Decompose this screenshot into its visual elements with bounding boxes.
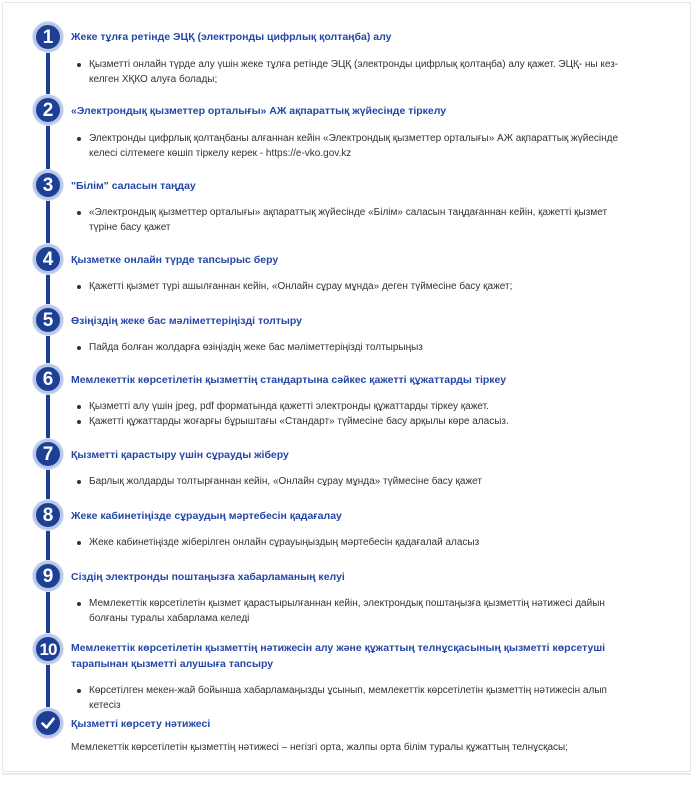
step-2-title: «Электрондық қызметтер орталығы» АЖ ақпараттық жүйесінде тіркелу (71, 105, 447, 117)
step-3-bullet-1: «Электрондық қызметтер орталығы» ақпараттық жүйесінде «Білім» саласын таңдағаннан кейін, қажетті қызмет түріне басу қажет (76, 206, 636, 235)
bottom-divider (2, 773, 691, 775)
step-5-title: Өзіңіздің жеке бас мәліметтеріңізді толтыру (71, 315, 303, 327)
step-6-bullets (76, 400, 636, 429)
step-6-bullet-2: Қажетті құжаттарды жоғарғы бұрыштағы «Стандарт» түймесіне басу арқылы көре аласыз. (76, 415, 636, 430)
step-4-number-badge: 4 (33, 244, 63, 274)
step-7-bullet-1: Барлық жолдарды толтырғаннан кейін, «Онлайн сұрау мұнда» түймесіне басу қажет (76, 475, 636, 490)
step-1-title: Жеке тұлға ретінде ЭЦҚ (электронды цифрлық қолтаңба) алу (71, 31, 392, 43)
step-4-bullets (76, 280, 636, 295)
step-7-title: Қызметті қарастыру үшін сұрауды жіберу (71, 449, 289, 461)
step-10-bullet-1: Көрсетілген мекен-жай бойынша хабарламаңызды ұсынып, мемлекеттік көрсетілетін қызметтің нәтижесін алып кетесіз (76, 684, 636, 713)
step-8-number-badge: 8 (33, 500, 63, 530)
step-5-bullet-1: Пайда болған жолдарға өзіңіздің жеке бас мәліметтеріңізді толтырыңыз (76, 341, 636, 356)
step-5-number-badge: 5 (33, 305, 63, 335)
step-10-number-badge: 10 (33, 634, 63, 664)
result-check-badge (33, 708, 63, 738)
step-6-bullet-1: Қызметті алу үшін jpeg, pdf форматында қажетті электронды құжаттарды тіркеу қажет. (76, 400, 636, 415)
step-1-bullet-1: Қызметті онлайн түрде алу үшін жеке тұлға ретінде ЭЦҚ (электронды цифрлық қолтаңба) алу қажет. ЭЦҚ- ны кез-келген ХҚКО алуға болады; (76, 58, 636, 87)
result-title: Қызметті көрсету нәтижесі (71, 718, 211, 730)
step-8-title: Жеке кабинетіңізде сұраудың мәртебесін қадағалау (71, 510, 342, 522)
step-10-bullets (76, 684, 636, 713)
step-8-bullet-1: Жеке кабинетіңізде жіберілген онлайн сұрауыңыздың мәртебесін қадағалай аласыз (76, 536, 636, 551)
step-6-number-badge: 6 (33, 364, 63, 394)
step-9-number-badge: 9 (33, 561, 63, 591)
step-1-number-badge: 1 (33, 22, 63, 52)
step-9-bullet-1: Мемлекеттік көрсетілетін қызмет қарастырылғаннан кейін, электрондық поштаңызға қызметтің нәтижесі дайын болғаны туралы хабарлама келеді (76, 597, 636, 626)
step-9-title: Сіздің электронды поштаңызға хабарламаның келуі (71, 571, 345, 583)
step-10-title: Мемлекеттік көрсетілетін қызметтің нәтижесін алу және құжаттың телнұсқасының қызметті көрсетуші тарапынан қызметті алушыға тапсыру (71, 642, 606, 670)
step-3-bullets (76, 206, 636, 235)
step-2-bullets (76, 132, 636, 161)
step-2-number-badge: 2 (33, 95, 63, 125)
step-3-title: "Білім" саласын таңдау (71, 180, 196, 192)
step-5-bullets (76, 341, 636, 356)
step-9-bullets (76, 597, 636, 626)
step-4-title: Қызметке онлайн түрде тапсырыс беру (71, 254, 279, 266)
step-1-bullets (76, 58, 636, 87)
step-8-bullets (76, 536, 636, 551)
result-text: Мемлекеттік көрсетілетін қызметтің нәтижесі – негізгі орта, жалпы орта білім туралы құжаттың телнұсқасы; (71, 742, 569, 753)
step-6-title: Мемлекеттік көрсетілетін қызметтің стандартына сәйкес қажетті құжаттарды тіркеу (71, 374, 507, 386)
step-7-number-badge: 7 (33, 439, 63, 469)
step-4-bullet-1: Қажетті қызмет түрі ашылғаннан кейін, «Онлайн сұрау мұнда» деген түймесіне басу қажет; (76, 280, 636, 295)
step-3-number-badge: 3 (33, 170, 63, 200)
step-2-bullet-1: Электронды цифрлық қолтаңбаны алғаннан кейін «Электрондық қызметтер орталығы» АЖ ақпараттық жүйесінде келесі сілтемеге көшіп тіркелу керек - https://e-vko.gov.kz (76, 132, 636, 161)
checkmark-icon (40, 715, 56, 731)
step-7-bullets (76, 475, 636, 490)
